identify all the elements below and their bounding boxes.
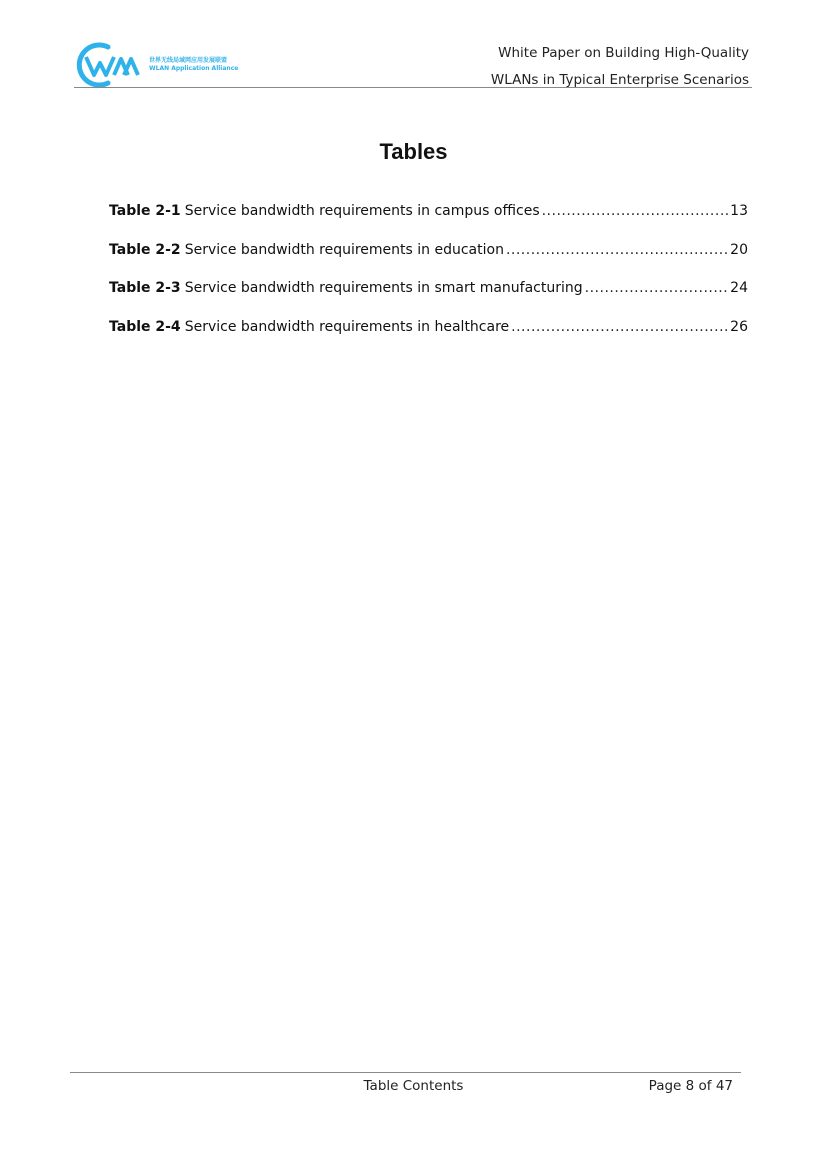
header-divider xyxy=(74,87,752,88)
logo-text-en: WLAN Application Alliance xyxy=(149,65,239,72)
table-of-tables xyxy=(109,201,748,355)
toc-entry-table-2-4[interactable] xyxy=(109,317,748,356)
footer-divider xyxy=(70,1072,741,1073)
logo-text xyxy=(149,57,238,73)
toc-entry-text: Service bandwidth requirements in healthcare xyxy=(184,318,510,335)
wlan-alliance-logo-icon xyxy=(74,40,146,90)
footer-page-number: Page 8 of 47 xyxy=(648,1078,733,1094)
toc-leader xyxy=(511,317,728,337)
toc-entry-page: 20 xyxy=(730,241,748,258)
footer-section: Table Contents xyxy=(363,1078,464,1094)
toc-entry-table-2-1[interactable] xyxy=(109,201,748,240)
toc-entry-text: Service bandwidth requirements in campus offices xyxy=(184,203,540,219)
document-title xyxy=(491,40,749,94)
logo xyxy=(74,40,274,90)
toc-entry-label: Table 2-2 xyxy=(109,241,181,258)
toc-entry-page: 13 xyxy=(730,203,748,219)
toc-entry-table-2-2[interactable] xyxy=(109,240,748,279)
toc-entry-label: Table 2-1 xyxy=(109,203,181,219)
toc-entry-text: Service bandwidth requirements in education xyxy=(184,241,504,258)
page-title: Tables xyxy=(379,139,448,164)
toc-entry-page: 26 xyxy=(730,318,748,335)
toc-leader xyxy=(542,201,729,221)
toc-entry-page: 24 xyxy=(730,280,748,296)
toc-leader xyxy=(585,278,729,298)
logo-text-cn: 世界无线局域网应用发展联盟 xyxy=(149,57,228,64)
toc-entry-label: Table 2-4 xyxy=(109,318,181,335)
toc-leader xyxy=(506,240,728,260)
document-title-line-1: White Paper on Building High-Quality xyxy=(498,45,749,61)
document-title-line-2: WLANs in Typical Enterprise Scenarios xyxy=(490,72,749,88)
toc-entry-table-2-3[interactable] xyxy=(109,278,748,317)
toc-entry-text: Service bandwidth requirements in smart manufacturing xyxy=(184,280,583,296)
toc-entry-label: Table 2-3 xyxy=(109,280,181,296)
